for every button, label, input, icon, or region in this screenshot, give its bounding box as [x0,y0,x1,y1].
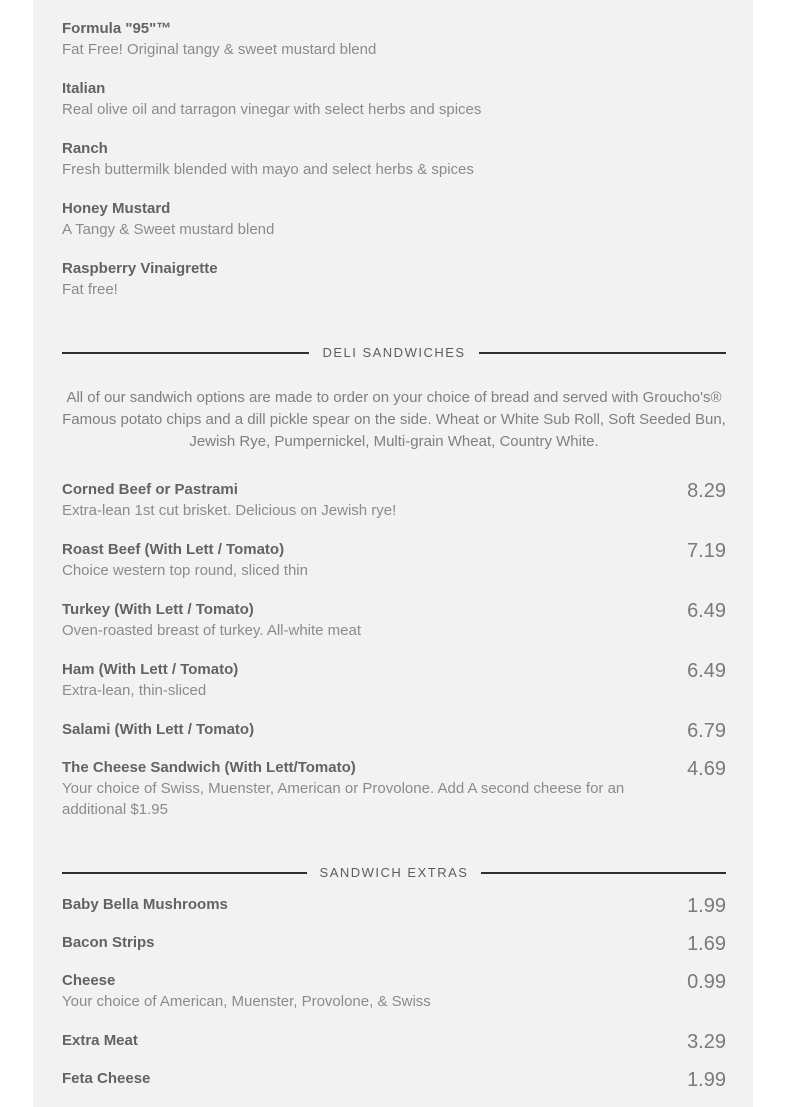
menu-item-description: Fat Free! Original tangy & sweet mustard blend [62,41,377,58]
section-title: DELI SANDWICHES [322,345,466,360]
menu-item-ham [62,660,726,701]
menu-item-price: 1.99 [687,1069,726,1091]
menu-intro: All of our sandwich options are made to order on your choice of bread and served with Groucho's® Famous potato chips and a dill pickle spear on the side. Wheat or White Sub Roll, Soft Seeded Bun, Jewish Rye, Pumpernickel, Multi-grain Wheat, Country White. [62,389,726,450]
menu-item-description: Fat free! [62,281,118,298]
section-header-deli-sandwiches [62,343,726,363]
menu-item-name: Ranch [62,140,108,157]
menu-item-name: Bacon Strips [62,934,155,951]
menu-item-the-cheese-sandwich [62,758,726,820]
menu-item-price: 6.79 [687,720,726,742]
menu-item-name: Ham (With Lett / Tomato) [62,661,239,678]
menu-item-name: Raspberry Vinaigrette [62,260,218,277]
menu-item-description: Extra-lean, thin-sliced [62,682,207,699]
menu-item-ranch [62,139,726,180]
menu-item-baby-bella-mushrooms [62,895,726,918]
menu-item-salami [62,720,726,743]
menu-item-price: 3.29 [687,1031,726,1053]
menu-item-extra-meat [62,1031,726,1054]
menu-item-name: Baby Bella Mushrooms [62,896,228,913]
menu-content-area [33,0,753,1107]
menu-item-name: Turkey (With Lett / Tomato) [62,601,254,618]
menu-item-price: 1.99 [687,895,726,917]
menu-item-name: Corned Beef or Pastrami [62,481,238,498]
menu-item-description: Fresh buttermilk blended with mayo and select herbs & spices [62,161,474,178]
section-header-sandwich-extras [62,863,726,883]
menu-item-price: 1.69 [687,933,726,955]
section-title: SANDWICH EXTRAS [319,865,469,880]
menu-item-turkey [62,600,726,641]
menu-item-description: A Tangy & Sweet mustard blend [62,221,275,238]
menu-item-italian [62,79,726,120]
menu-item-description: Extra-lean 1st cut brisket. Delicious on Jewish rye! [62,502,397,519]
menu-item-raspberry-vinaigrette [62,259,726,300]
menu-item-name: Extra Meat [62,1032,138,1049]
section-divider-line-left [62,872,307,874]
section-divider-line-right [481,872,726,874]
section-divider-line-right [479,352,726,354]
menu-item-name: Salami (With Lett / Tomato) [62,721,255,738]
menu-item-formula-95 [62,19,726,60]
menu-item-name: Honey Mustard [62,200,171,217]
menu-item-bacon-strips [62,933,726,956]
menu-item-name: Formula "95"™ [62,20,172,37]
menu-item-roast-beef [62,540,726,581]
menu-item-name: The Cheese Sandwich (With Lett/Tomato) [62,759,356,776]
menu-item-price: 6.49 [687,660,726,682]
menu-item-description: Your choice of Swiss, Muenster, American or Provolone. Add A second cheese for an additional $1.95 [62,780,625,818]
menu-item-corned-beef-or-pastrami [62,480,726,521]
menu-item-name: Italian [62,80,106,97]
menu-item-name: Roast Beef (With Lett / Tomato) [62,541,285,558]
menu-item-description: Real olive oil and tarragon vinegar with select herbs and spices [62,101,482,118]
menu-item-honey-mustard [62,199,726,240]
menu-item-price: 6.49 [687,600,726,622]
menu-item-description: Your choice of American, Muenster, Provolone, & Swiss [62,993,431,1010]
menu-item-name: Feta Cheese [62,1070,151,1087]
menu-item-description: Choice western top round, sliced thin [62,562,308,579]
menu-item-description: Oven-roasted breast of turkey. All-white meat [62,622,362,639]
menu-item-name: Cheese [62,972,116,989]
menu-item-price: 4.69 [687,758,726,780]
menu-item-price: 0.99 [687,971,726,993]
menu-item-cheese [62,971,726,1012]
menu-item-price: 7.19 [687,540,726,562]
section-divider-line-left [62,352,309,354]
menu-item-price: 8.29 [687,480,726,502]
